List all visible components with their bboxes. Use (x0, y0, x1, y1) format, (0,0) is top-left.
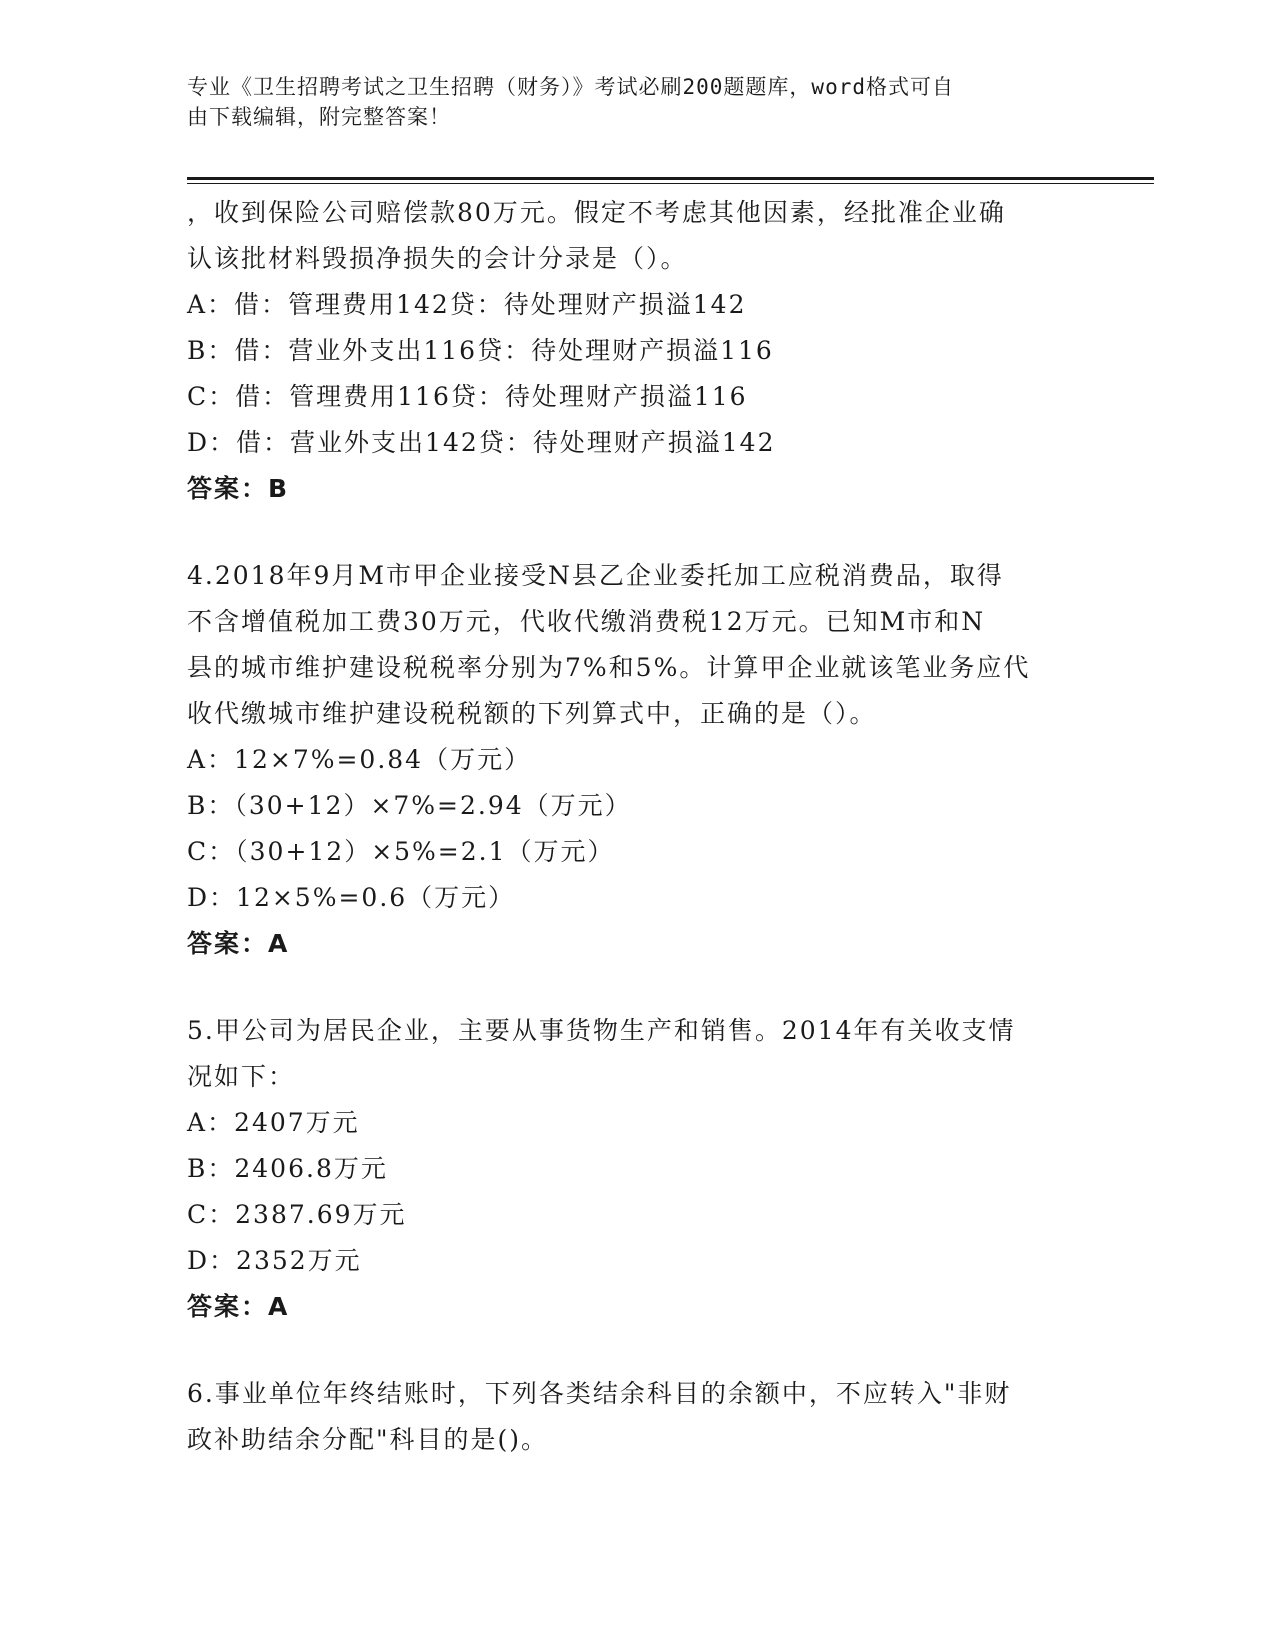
question-3-option-c: C：借：管理费用116贷：待处理财产损溢116 (187, 382, 748, 411)
question-5-answer: 答案：A (187, 1292, 290, 1321)
question-3-option-d: D：借：营业外支出142贷：待处理财产损溢142 (187, 428, 776, 457)
question-3 (187, 190, 1087, 512)
question-5-option-c: C：2387.69万元 (187, 1200, 407, 1229)
spacer (187, 1330, 1087, 1371)
question-4-stem-line-1: 4.2018年9月M市甲企业接受N县乙企业委托加工应税消费品，取得 (187, 561, 1004, 590)
question-5-stem-line-1: 5.甲公司为居民企业，主要从事货物生产和销售。2014年有关收支情 (187, 1016, 1016, 1045)
question-6 (187, 1371, 1087, 1463)
question-3-option-a: A：借：管理费用142贷：待处理财产损溢142 (187, 290, 747, 319)
question-4-answer: 答案：A (187, 929, 290, 958)
question-5 (187, 1008, 1087, 1330)
spacer (187, 967, 1087, 1008)
question-3-stem-line-2: 认该批材料毁损净损失的会计分录是（）。 (187, 244, 688, 273)
question-5-option-d: D：2352万元 (187, 1246, 362, 1275)
question-4-option-d: D：12×5%=0.6（万元） (187, 883, 516, 912)
header-line-1: 专业《卫生招聘考试之卫生招聘（财务）》考试必刷200题题库，word格式可自 (187, 75, 954, 99)
question-6-stem-line-2: 政补助结余分配"科目的是()。 (187, 1425, 549, 1454)
question-4-option-b: B：（30+12）×7%=2.94（万元） (187, 791, 632, 820)
question-4-stem-line-2: 不含增值税加工费30万元，代收代缴消费税12万元。已知M市和N (187, 607, 986, 636)
question-3-option-b: B：借：营业外支出116贷：待处理财产损溢116 (187, 336, 774, 365)
question-3-stem-line-1: ，收到保险公司赔偿款80万元。假定不考虑其他因素，经批准企业确 (187, 198, 1006, 227)
question-5-option-a: A：2407万元 (187, 1108, 360, 1137)
question-4-option-a: A：12×7%=0.84（万元） (187, 745, 532, 774)
header-divider-thick (187, 177, 1154, 180)
question-4 (187, 553, 1087, 967)
spacer (187, 512, 1087, 553)
question-4-option-c: C：（30+12）×5%=2.1（万元） (187, 837, 615, 866)
header-line-2: 由下载编辑，附完整答案！ (187, 105, 451, 129)
document-body (187, 190, 1087, 1463)
header-divider-thin (187, 183, 1154, 184)
question-4-stem-line-3: 县的城市维护建设税税率分别为7%和5%。计算甲企业就该笔业务应代 (187, 653, 1031, 682)
question-4-stem-line-4: 收代缴城市维护建设税税额的下列算式中，正确的是（）。 (187, 699, 877, 728)
document-header (187, 72, 1087, 132)
question-5-stem-line-2: 况如下： (187, 1062, 296, 1091)
question-3-answer: 答案：B (187, 474, 290, 503)
question-5-option-b: B：2406.8万元 (187, 1154, 388, 1183)
question-6-stem-line-1: 6.事业单位年终结账时，下列各类结余科目的余额中，不应转入"非财 (187, 1379, 1012, 1408)
